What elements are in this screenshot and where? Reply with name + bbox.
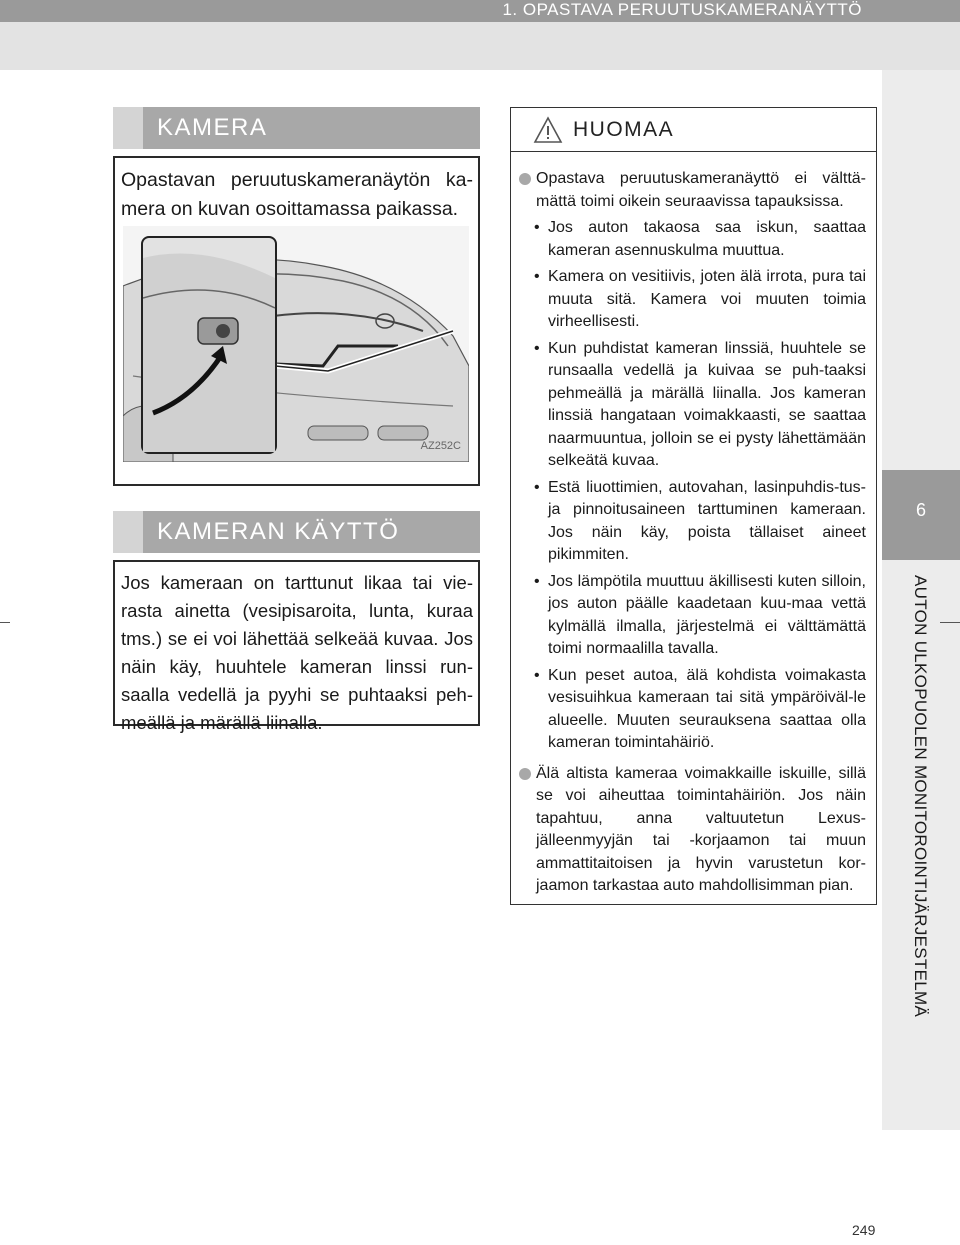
page-number: 249 (852, 1222, 876, 1238)
camera-location-illustration (123, 226, 469, 462)
camera-section-title: KAMERA (157, 114, 268, 141)
bullet-dot-icon (519, 173, 531, 185)
notice-item-text: Opastava peruutuskameranäyttö ei välttä-mättä toimi oikein seuraavissa tapauksissa. (536, 170, 866, 210)
crop-mark-right (940, 622, 960, 623)
notice-box (510, 107, 877, 905)
notice-sub-item: • Kun puhdistat kameran linssiä, huuhtele se runsaalla vedellä ja kuivaa se puh-taaksi pehmeällä ja märällä liinalla. Jos kameran linssiä hangataan voimakkaasti, se saattaa naarmuuntua, jolloin se ei pysty lähettämään selkeätä kuvaa. (534, 339, 866, 469)
section-marker (113, 107, 143, 149)
notice-sub-item: • Jos lämpötila muuttuu äkillisesti kuten silloin, jos auton päälle kaadetaan kuu-maa vettä kylmällä ilmalla, järjestelmä ei välttämättä toimi normaalilla tavalla. (534, 572, 866, 657)
notice-sub-item: • Kamera on vesitiivis, joten älä irrota, pura tai muuta sitä. Kamera voi muuten toimia virheellisesti. (534, 268, 866, 330)
bullet-dot-icon (519, 768, 531, 780)
notice-title: HUOMAA (573, 117, 675, 141)
notice-item (511, 168, 876, 213)
camera-box (113, 156, 480, 486)
usage-description: Jos kameraan on tarttunut likaa tai vie-rasta ainetta (vesipisaroita, lunta, kuraa tms.) se ei voi lähettää selkeää kuvaa. Jos näin käy, huuhtele kameran linssi run-saalla vedellä ja pyyhi se puhtaaksi peh-meällä ja märällä liinalla. (121, 572, 473, 733)
figure-code: AZ252C (420, 440, 461, 452)
notice-item (511, 763, 876, 898)
notice-header (511, 108, 876, 152)
camera-section-header (113, 107, 480, 149)
warning-triangle-icon (533, 116, 563, 144)
notice-item-text: Älä altista kameraa voimakkaille iskuille, sillä se voi aiheuttaa toimintahäiriön. Jos näin tapahtuu, anna valtuutetun Lexus-jälleenmyyjän tai -korjaamon tai muun ammattitaitoisen ja hyvin varustetun kor-jaamon tarkastaa auto mahdollisimman pian. (536, 764, 866, 894)
notice-sub-item: • Kun peset autoa, älä kohdista voimakasta vesisuihkua kameraan tai sitä ympäröiväl-le alueelle. Muuten seurauksena saattaa olla kameran toimintahäiriö. (534, 666, 866, 751)
running-header: 1. OPASTAVA PERUUTUSKAMERANÄYTTÖ (0, 0, 960, 22)
camera-description: Opastavan peruutuskameranäytön ka-mera on kuvan osoittamassa paikassa. (121, 169, 473, 220)
notice-sub-item: • Estä liuottimien, autovahan, lasinpuhdis-tus- ja pinnoitusaineen tarttuminen kameraan. Jos näin käy, poista tällaiset aineet pikimmiten. (534, 478, 866, 563)
chapter-number: 6 (882, 470, 960, 560)
usage-box (113, 560, 480, 733)
crop-mark-left (0, 622, 10, 623)
section-marker (113, 511, 143, 553)
chapter-label: AUTON ULKOPUOLEN MONITOROINTIJÄRJESTELMÄ (911, 575, 930, 1018)
camera-closeup-inset (141, 236, 277, 454)
usage-section-header (113, 511, 480, 553)
notice-sub-item: • Jos auton takaosa saa iskun, saattaa kameran asennuskulma muuttua. (534, 219, 866, 259)
usage-section-title: KAMERAN KÄYTTÖ (157, 518, 400, 545)
